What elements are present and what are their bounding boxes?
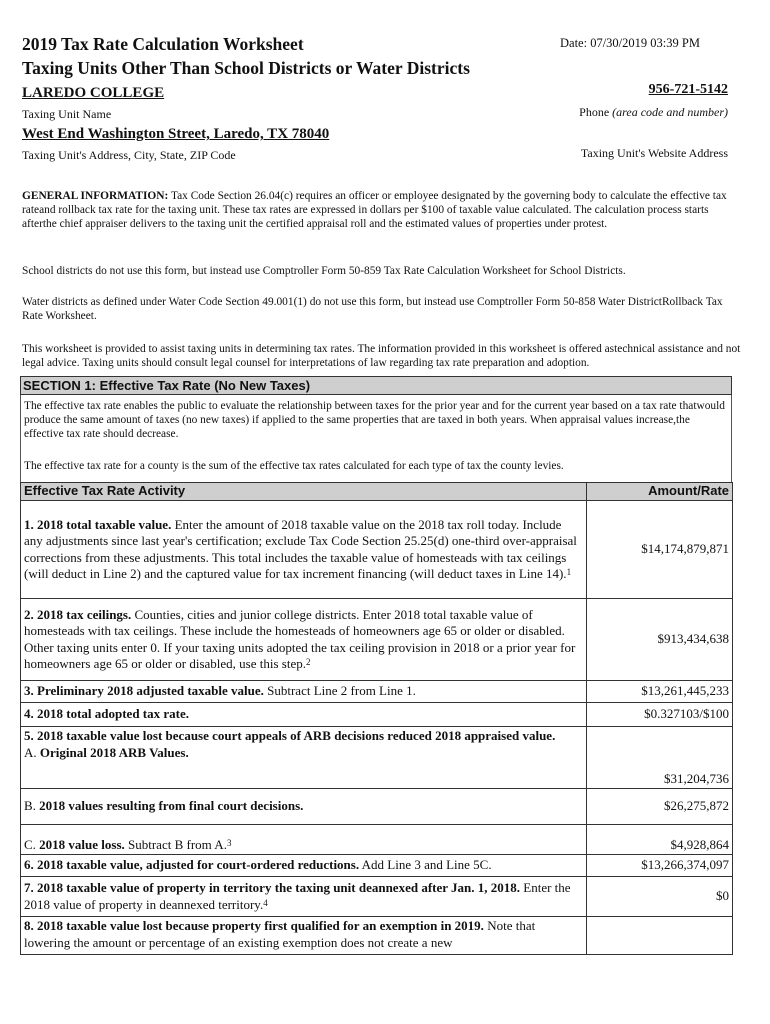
table-row: [21, 825, 733, 855]
table-row: [21, 855, 733, 877]
line-3-description: 3. Preliminary 2018 adjusted taxable value. Subtract Line 2 from Line 1.: [21, 681, 587, 703]
table-row: [21, 877, 733, 917]
line-1-description: 1. 2018 total taxable value. Enter the amount of 2018 taxable value on the 2018 tax roll today. Include any adjustments since last year's certification; exclude Tax Code Section 25.25(d) one-third over-appraisal corrections from these adjustments. This total includes the taxable value of homesteads with tax ceilings (will deduct in Line 2) and the captured value for tax increment financing (will deduct taxes in Line 14).$^1$: [21, 501, 587, 599]
form-title: 2019 Tax Rate Calculation Worksheet: [22, 34, 304, 54]
line-7-amount: $0: [587, 877, 733, 917]
table-row: [21, 501, 733, 599]
line-2-description: 2. 2018 tax ceilings. Counties, cities and junior college districts. Enter 2018 total taxable value of homesteads with tax ceilings. These include the homesteads of homeowners age 65 or older or disabled. Other taxing units enter 0. If your taxing units adopted the tax ceiling provision in 2018 or a prior year for homeowners age 65 or older or disabled, use this step.$^2$: [21, 599, 587, 681]
taxing-unit-address: West End Washington Street, Laredo, TX 78040: [22, 126, 330, 142]
line-3-amount: $13,261,445,233: [587, 681, 733, 703]
line-5b-description: B. 2018 values resulting from final court decisions.: [21, 789, 587, 825]
table-row: [21, 703, 733, 727]
table-header-row: [21, 483, 733, 501]
table-row: [21, 681, 733, 703]
water-districts-note: Water districts as defined under Water Code Section 49.001(1) do not use this form, but instead use Comptroller Form 50-858 Water DistrictRollback Tax Rate Worksheet.: [22, 296, 723, 322]
form-subtitle: Taxing Units Other Than School Districts or Water Districts: [22, 58, 470, 78]
line-1-amount: $14,174,879,871: [587, 501, 733, 599]
line-4-amount: $0.327103/$100: [587, 703, 733, 727]
line-8-description: 8. 2018 taxable value lost because property first qualified for an exemption in 2019. Note that lowering the amount or percentage of an existing exemption does not create a new: [21, 917, 587, 955]
line-5b-amount: $26,275,872: [587, 789, 733, 825]
table-row: [21, 917, 733, 955]
section-1-header: SECTION 1: Effective Tax Rate (No New Taxes): [20, 376, 732, 395]
line-4-description: 4. 2018 total adopted tax rate.: [21, 703, 587, 727]
website-label: Taxing Unit's Website Address: [580, 146, 728, 160]
column-header-amount: Amount/Rate: [587, 483, 733, 501]
taxing-unit-address-label: Taxing Unit's Address, City, State, ZIP Code: [22, 148, 236, 162]
school-districts-note: School districts do not use this form, but instead use Comptroller Form 50-859 Tax Rate Calculation Worksheet for School Districts.: [22, 265, 626, 277]
table-row: [21, 727, 733, 789]
line-5c-description: C. 2018 value loss. Subtract B from A.$^3$: [21, 825, 587, 855]
phone-label: Phone (area code and number): [579, 105, 728, 119]
assistance-note: This worksheet is provided to assist taxing units in determining tax rates. The information provided in this worksheet is offered astechnical assistance and not legal advice. Taxing units should consult legal counsel for interpretations of law regarding tax rate preparation and adoption.: [22, 343, 741, 369]
table-row: [21, 789, 733, 825]
taxing-unit-name: LAREDO COLLEGE: [22, 85, 165, 101]
line-5a-amount: $31,204,736: [587, 727, 733, 789]
print-date: Date: 07/30/2019 03:39 PM: [560, 36, 700, 50]
effective-tax-rate-table: [20, 482, 733, 955]
column-header-activity: Effective Tax Rate Activity: [21, 483, 587, 501]
line-5-description: 5. 2018 taxable value lost because court appeals of ARB decisions reduced 2018 appraised value. A. Original 2018 ARB Values.: [21, 727, 587, 789]
line-5c-amount: $4,928,864: [587, 825, 733, 855]
line-2-amount: $913,434,638: [587, 599, 733, 681]
taxing-unit-name-label: Taxing Unit Name: [22, 107, 112, 121]
table-row: [21, 599, 733, 681]
general-information: GENERAL INFORMATION: Tax Code Section 26.04(c) requires an officer or employee designated by the governing body to calculate the effective tax rateand rollback tax rate for the taxing unit. These tax rates are expressed in dollars per $100 of taxable value calculated. The calculation process starts afterthe chief appraiser delivers to the taxing unit the certified appraisal roll and the estimated values of properties under protest.: [22, 190, 727, 230]
section-1-county-note: The effective tax rate for a county is the sum of the effective tax rates calculated for each type of tax the county levies.: [24, 460, 564, 472]
phone-number: 956-721-5142: [648, 82, 728, 97]
line-6-amount: $13,266,374,097: [587, 855, 733, 877]
line-7-description: 7. 2018 taxable value of property in territory the taxing unit deannexed after Jan. 1, 2018. Enter the 2018 value of property in deannexed territory.$^4$: [21, 877, 587, 917]
section-1-description: The effective tax rate enables the public to evaluate the relationship between taxes for the prior year and for the current year based on a tax rate thatwould produce the same amount of taxes (no new taxes) if applied to the same properties that are taxed in both years. When appraisal values increase,the effective tax rate should decrease.: [24, 400, 725, 440]
line-6-description: 6. 2018 taxable value, adjusted for court-ordered reductions. Add Line 3 and Line 5C.: [21, 855, 587, 877]
line-8-amount: [587, 917, 733, 955]
